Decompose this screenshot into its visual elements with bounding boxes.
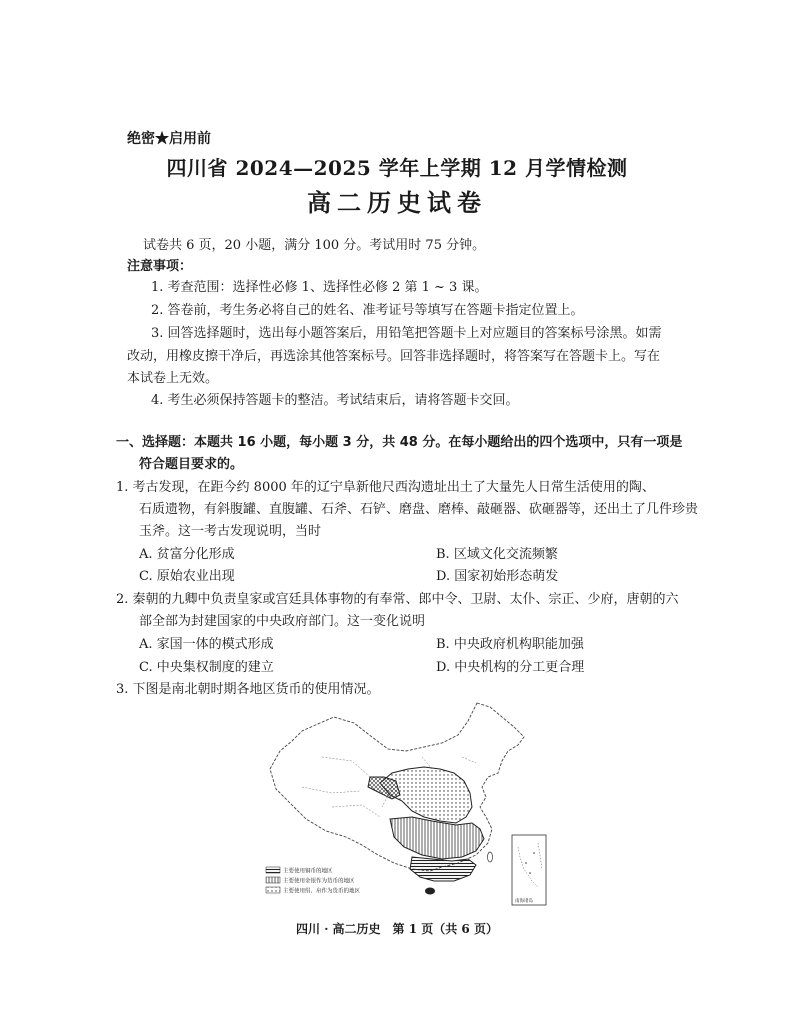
q1-option-d: D. 国家初始形态萌发 (436, 569, 559, 584)
q1-stem-line-2: 石质遗物，有斜腹罐、直腹罐、石斧、石铲、磨盘、磨棒、敲砸器、砍砸器等，还出土了几件珍贵 (139, 502, 699, 517)
q1-stem-line-1: 1. 考古发现，在距今约 8000 年的辽宁阜新他尺西沟遗址出土了大量先人日常生活使用的陶、 (116, 480, 655, 495)
map-legend (266, 867, 361, 895)
section-1-heading-cont: 符合题目要求的。 (139, 457, 244, 472)
region-west (368, 777, 400, 799)
legend-swatch-gold-silver (266, 877, 280, 883)
region-central (390, 817, 484, 859)
q2-option-a: A. 家国一体的模式形成 (139, 637, 274, 652)
legend-copper: 主要使用铜币的地区 (283, 868, 333, 875)
note-item-3-line-2: 改动，用橡皮擦干净后，再选涂其他答案标号。回答非选择题时，将答案写在答题卡上。写在 (127, 349, 661, 364)
q2-stem-line-1: 2. 秦朝的九卿中负责皇家或宫廷具体事物的有奉常、郎中令、卫尉、太仆、宗正、少府，唐朝的六 (116, 592, 679, 607)
taiwan-island (488, 852, 493, 862)
south-china-sea-inset (512, 835, 546, 905)
q1-option-a: A. 贫富分化形成 (139, 547, 235, 562)
exam-subtitle: 高二历史试卷 (307, 188, 487, 217)
legend-silk: 主要使用绢、帛作为货币的地区 (283, 888, 361, 895)
legend-swatch-silk (266, 887, 280, 893)
q1-option-b: B. 区域文化交流频繁 (436, 547, 558, 562)
note-item-3-line-1: 3. 回答选择题时，选出每小题答案后，用铅笔把答题卡上对应题目的答案标号涂黑。如需 (151, 326, 662, 341)
region-south (410, 857, 476, 881)
section-1-heading: 一、选择题：本题共 16 小题，每小题 3 分，共 48 分。在每小题给出的四个选项中，只有一项是 (116, 435, 683, 450)
exam-title: 四川省 2024—2025 学年上学期 12 月学情检测 (166, 156, 628, 180)
hainan-island (425, 888, 435, 895)
q2-option-b: B. 中央政府机构职能加强 (436, 637, 584, 652)
page-footer: 四川 · 高二历史 第 1 页（共 6 页） (296, 922, 498, 936)
inset-label: 南海诸岛 (515, 899, 533, 904)
note-item-2: 2. 答卷前，考生务必将自己的姓名、准考证号等填写在答题卡指定位置上。 (151, 303, 584, 318)
legend-gold-silver: 主要使用金银作为货币的地区 (283, 878, 355, 885)
q2-stem-line-2: 部全部为封建国家的中央政府部门。这一变化说明 (139, 614, 426, 629)
note-item-4: 4. 考生必须保持答题卡的整洁。考试结束后，请将答题卡交回。 (151, 393, 519, 408)
note-item-3-line-3: 本试卷上无效。 (127, 371, 219, 386)
q2-option-c: C. 中央集权制度的建立 (139, 660, 274, 675)
secret-label: 绝密★启用前 (127, 131, 211, 147)
q3-stem-line-1: 3. 下图是南北朝时期各地区货币的使用情况。 (116, 682, 380, 697)
q1-stem-line-3: 玉斧。这一考古发现说明，当时 (139, 524, 322, 539)
q2-option-d: D. 中央机构的分工更合理 (436, 660, 585, 675)
legend-swatch-copper (266, 867, 280, 873)
q1-option-c: C. 原始农业出现 (139, 569, 235, 584)
exam-intro: 试卷共 6 页，20 小题，满分 100 分。考试用时 75 分钟。 (143, 238, 486, 253)
currency-map (262, 697, 550, 909)
notes-heading: 注意事项： (127, 259, 193, 274)
note-item-1: 1. 考查范围：选择性必修 1、选择性必修 2 第 1 ~ 3 课。 (151, 280, 488, 295)
